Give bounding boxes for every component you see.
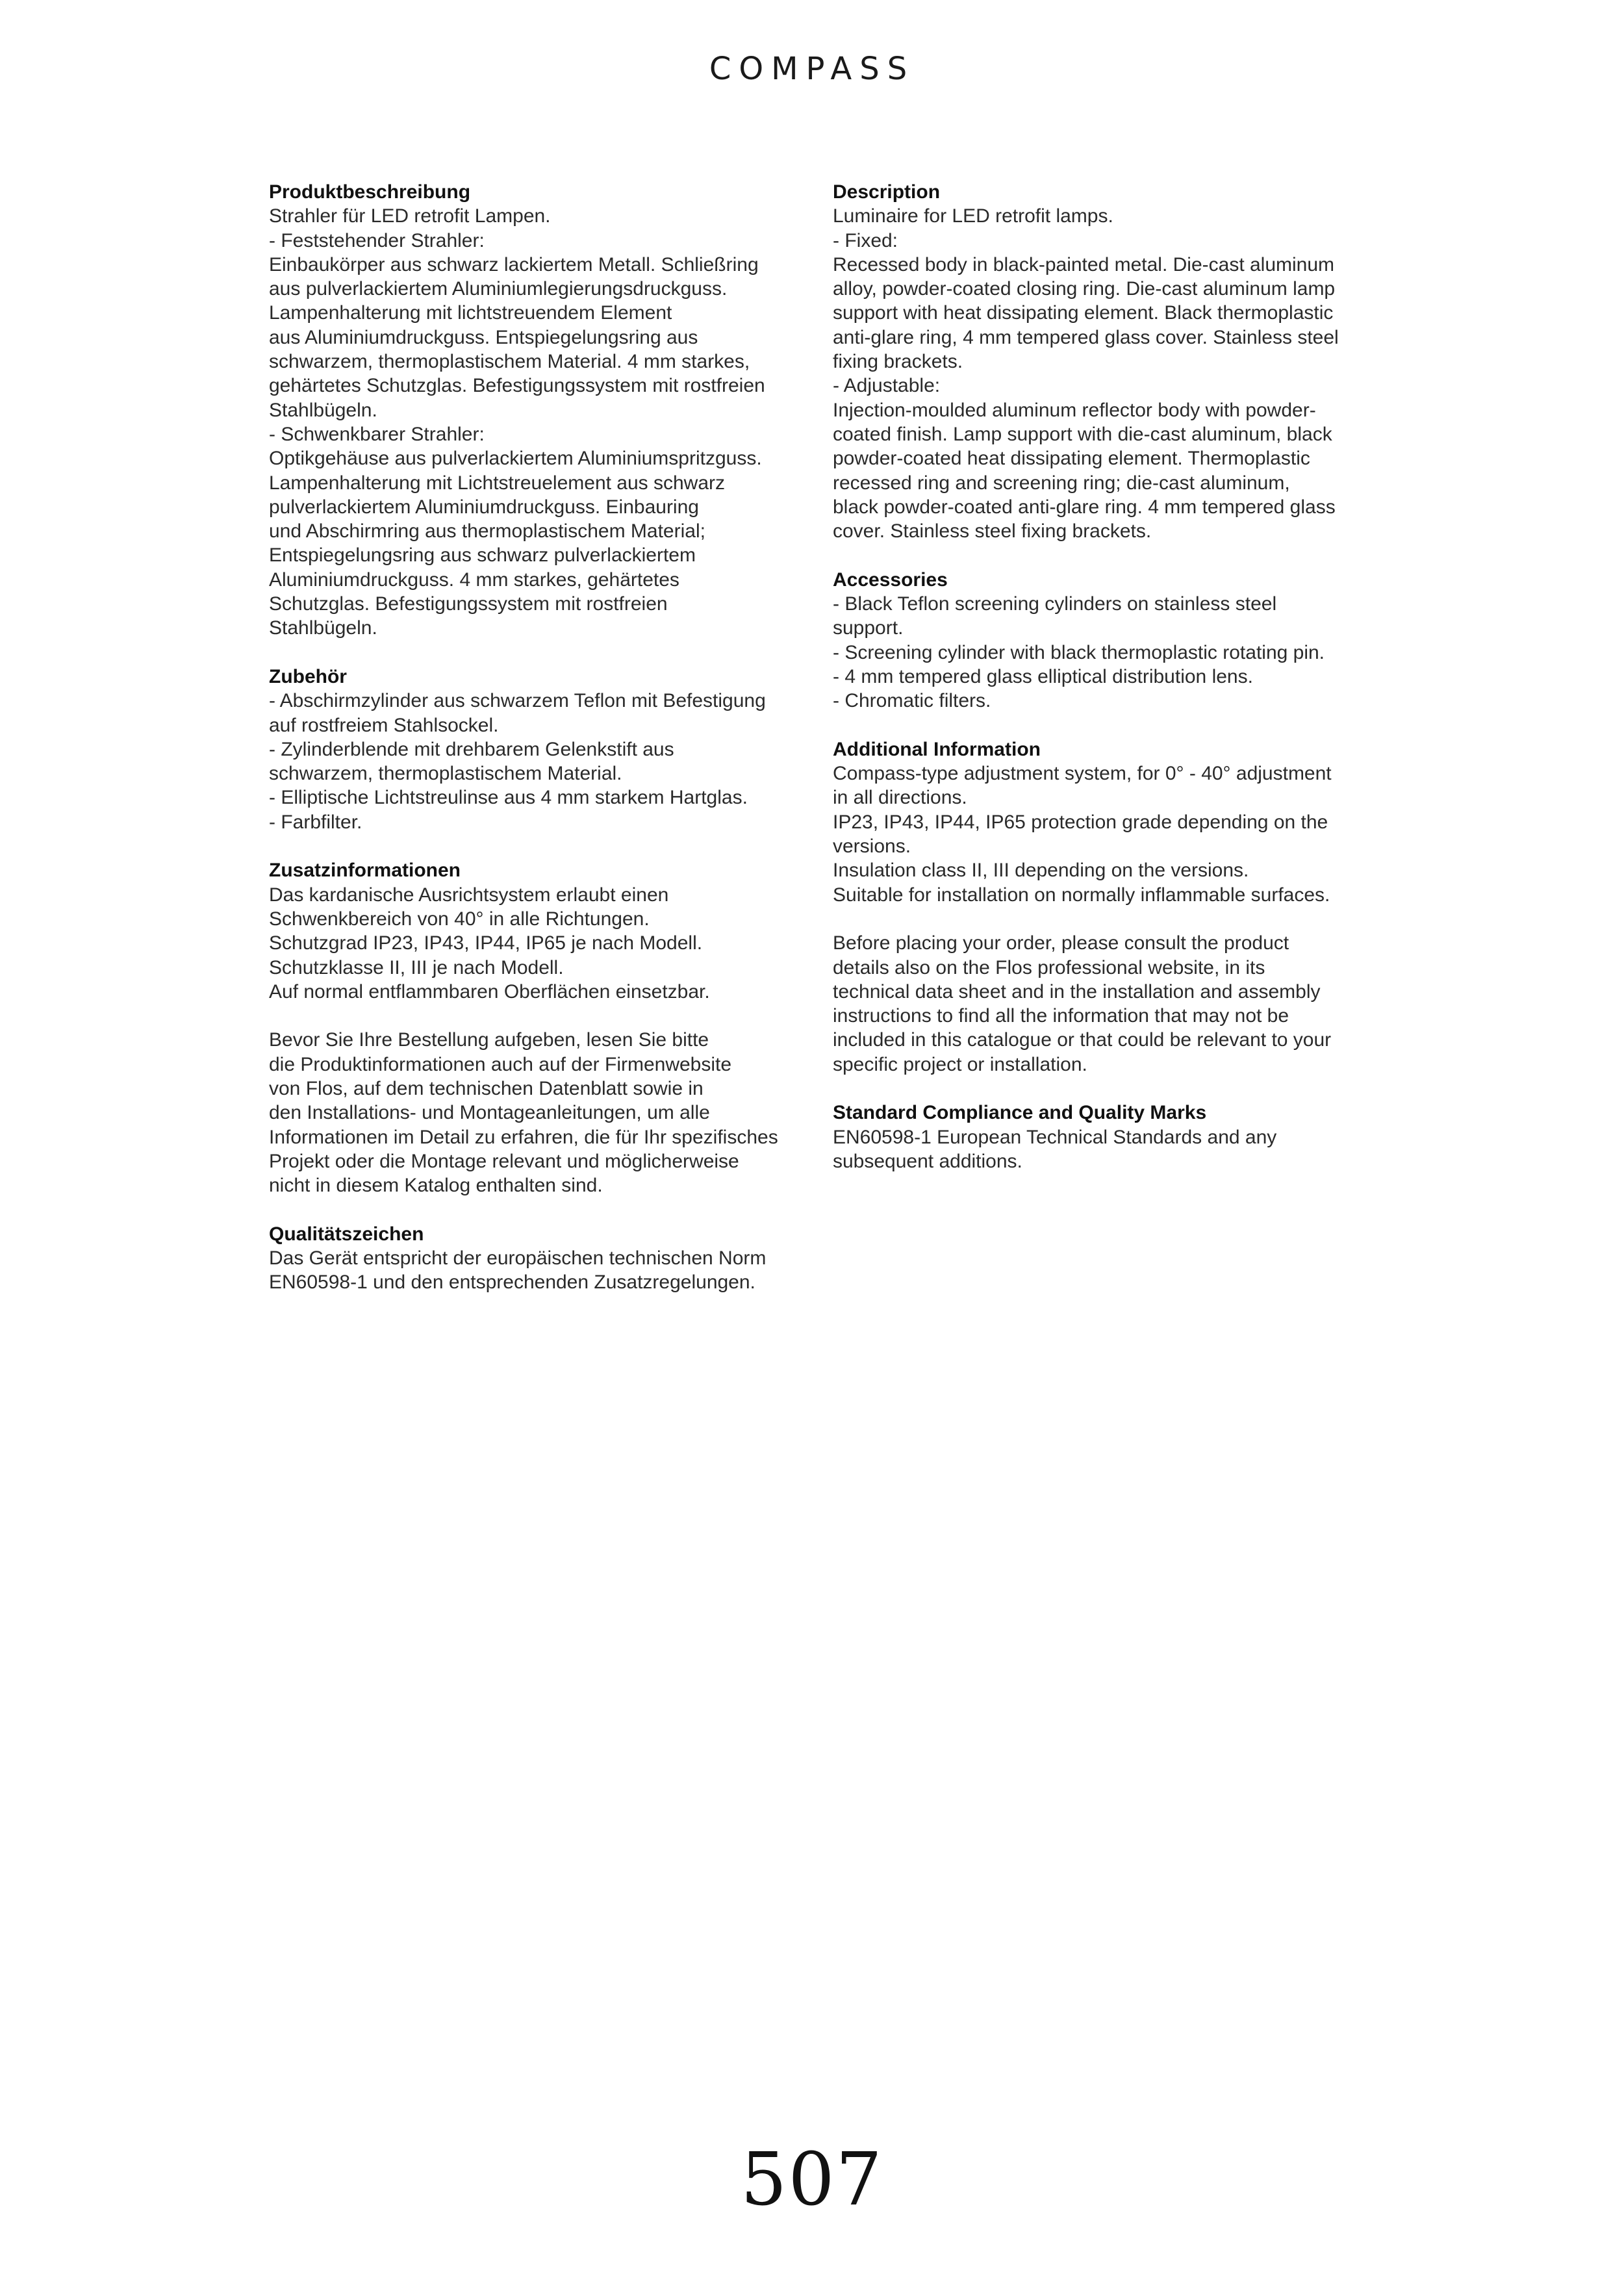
text-line: Informationen im Detail zu erfahren, die für Ihr spezifisches [269, 1126, 778, 1148]
text-line: alloy, powder-coated closing ring. Die-cast aluminum lamp [833, 278, 1336, 300]
text-line: Schwenkbereich von 40° in alle Richtungen. [269, 908, 650, 930]
paragraph [269, 1246, 802, 1295]
paragraph [833, 204, 1365, 543]
section-title: Zubehör [269, 665, 347, 687]
text-line: fixing brackets. [833, 351, 963, 373]
paragraph [269, 1028, 802, 1197]
text-line: Compass-type adjustment system, for 0° - 40° adjustment [833, 763, 1332, 785]
text-line: support. [833, 617, 904, 639]
section-produktbeschreibung [269, 180, 802, 641]
text-line: Schutzgrad IP23, IP43, IP44, IP65 je nach Modell. [269, 932, 703, 954]
section-title: Additional Information [833, 738, 1041, 760]
page-header-title: COMPASS [709, 51, 915, 87]
text-line: in all directions. [833, 787, 967, 809]
text-line: pulverlackiertem Aluminiumdruckguss. Einbauring [269, 496, 699, 518]
text-line: - Feststehender Strahler: [269, 229, 485, 251]
text-line: Das kardanische Ausrichtsystem erlaubt einen [269, 884, 669, 906]
text-line: Stahlbügeln. [269, 617, 377, 639]
text-line: versions. [833, 836, 911, 858]
text-line: Before placing your order, please consult the product [833, 932, 1289, 954]
text-line: instructions to find all the information that may not be [833, 1005, 1289, 1027]
text-line: Suitable for installation on normally inflammable surfaces. [833, 884, 1330, 906]
text-line: - Fixed: [833, 229, 898, 251]
text-line: die Produktinformationen auch auf der Firmenwebsite [269, 1053, 732, 1075]
text-line: Aluminiumdruckguss. 4 mm starkes, gehärtetes [269, 568, 679, 591]
section-title: Produktbeschreibung [269, 181, 471, 203]
text-line: cover. Stainless steel fixing brackets. [833, 520, 1152, 543]
paragraph [833, 592, 1365, 713]
text-line: support with heat dissipating element. Black thermoplastic [833, 302, 1334, 324]
section-zusatzinformationen [269, 858, 802, 1197]
section-standard-compliance-and-quality-marks [833, 1101, 1365, 1173]
page-number: 507 [741, 2138, 883, 2222]
text-line: - Abschirmzylinder aus schwarzem Teflon mit Befestigung [269, 690, 766, 712]
text-line: Einbaukörper aus schwarz lackiertem Metall. Schließring [269, 253, 759, 275]
text-line: von Flos, auf dem technischen Datenblatt sowie in [269, 1077, 704, 1099]
text-line: powder-coated heat dissipating element. Thermoplastic [833, 448, 1310, 470]
text-line: - Chromatic filters. [833, 690, 991, 712]
english-column [833, 180, 1365, 1197]
german-column [269, 180, 802, 1319]
text-line: Schutzglas. Befestigungssystem mit rostfreien [269, 593, 668, 615]
paragraph-gap [269, 1004, 802, 1028]
paragraph [269, 883, 802, 1004]
section-title: Standard Compliance and Quality Marks [833, 1102, 1207, 1124]
text-line: - Elliptische Lichtstreulinse aus 4 mm starkem Hartglas. [269, 787, 748, 809]
section-title: Accessories [833, 568, 948, 591]
text-line: EN60598-1 European Technical Standards and any [833, 1126, 1277, 1148]
text-line: - Zylinderblende mit drehbarem Gelenkstift aus [269, 738, 674, 760]
text-line: Stahlbügeln. [269, 399, 377, 421]
section-additional-information [833, 737, 1365, 1077]
text-line: gehärtetes Schutzglas. Befestigungssystem mit rostfreien [269, 375, 765, 397]
text-line: Schutzklasse II, III je nach Modell. [269, 956, 564, 978]
text-line: included in this catalogue or that could be relevant to your [833, 1029, 1332, 1051]
paragraph-gap [833, 907, 1365, 931]
section-title: Qualitätszeichen [269, 1223, 424, 1245]
text-line: - Schwenkbarer Strahler: [269, 423, 485, 445]
section-description [833, 180, 1365, 543]
text-line: und Abschirmring aus thermoplastischem Material; [269, 520, 705, 543]
paragraph [833, 931, 1365, 1077]
text-line: Recessed body in black-painted metal. Die-cast aluminum [833, 253, 1335, 275]
text-line: den Installations- und Montageanleitungen, um alle [269, 1102, 710, 1124]
section-title: Zusatzinformationen [269, 860, 461, 882]
section-title: Description [833, 181, 941, 203]
section-accessories [833, 568, 1365, 713]
text-line: EN60598-1 und den entsprechenden Zusatzregelungen. [269, 1271, 755, 1294]
text-line: specific project or installation. [833, 1053, 1087, 1075]
paragraph [833, 1125, 1365, 1174]
text-line: Lampenhalterung mit lichtstreuendem Element [269, 302, 672, 324]
paragraph [269, 689, 802, 834]
text-line: auf rostfreiem Stahlsockel. [269, 714, 499, 736]
text-line: - Adjustable: [833, 375, 941, 397]
text-line: Lampenhalterung mit Lichtstreuelement aus schwarz [269, 472, 726, 494]
text-line: Bevor Sie Ihre Bestellung aufgeben, lesen Sie bitte [269, 1029, 709, 1051]
text-line: - Farbfilter. [269, 811, 362, 833]
text-line: Insulation class II, III depending on the versions. [833, 860, 1249, 882]
text-line: Entspiegelungsring aus schwarz pulverlackiertem [269, 544, 696, 567]
text-line: Das Gerät entspricht der europäischen technischen Norm [269, 1247, 767, 1270]
text-line: Strahler für LED retrofit Lampen. [269, 205, 551, 227]
text-line: black powder-coated anti-glare ring. 4 mm tempered glass [833, 496, 1336, 518]
text-line: Auf normal entflammbaren Oberflächen einsetzbar. [269, 980, 710, 1003]
text-line: - Black Teflon screening cylinders on stainless steel [833, 593, 1277, 615]
text-line: Optikgehäuse aus pulverlackiertem Aluminiumspritzguss. [269, 448, 762, 470]
text-line: - 4 mm tempered glass elliptical distribution lens. [833, 665, 1253, 687]
text-line: Projekt oder die Montage relevant und möglicherweise [269, 1150, 739, 1172]
text-line: nicht in diesem Katalog enthalten sind. [269, 1175, 603, 1197]
paragraph [269, 204, 802, 640]
text-line: technical data sheet and in the installation and assembly [833, 980, 1321, 1003]
text-line: schwarzem, thermoplastischem Material. 4 mm starkes, [269, 351, 750, 373]
paragraph [833, 761, 1365, 907]
section-zubeh-r [269, 665, 802, 834]
text-line: subsequent additions. [833, 1150, 1022, 1172]
text-line: coated finish. Lamp support with die-cast aluminum, black [833, 423, 1332, 445]
text-line: recessed ring and screening ring; die-cast aluminum, [833, 472, 1290, 494]
section-qualit-tszeichen [269, 1222, 802, 1295]
text-line: - Screening cylinder with black thermoplastic rotating pin. [833, 641, 1325, 663]
text-line: Luminaire for LED retrofit lamps. [833, 205, 1113, 227]
text-line: Injection-moulded aluminum reflector body with powder- [833, 399, 1316, 421]
text-line: schwarzem, thermoplastischem Material. [269, 763, 622, 785]
text-line: aus pulverlackiertem Aluminiumlegierungsdruckguss. [269, 278, 728, 300]
text-line: aus Aluminiumdruckguss. Entspiegelungsring aus [269, 326, 698, 348]
text-line: details also on the Flos professional website, in its [833, 956, 1265, 978]
text-line: anti-glare ring, 4 mm tempered glass cover. Stainless steel [833, 326, 1339, 348]
text-line: IP23, IP43, IP44, IP65 protection grade depending on the [833, 811, 1328, 833]
